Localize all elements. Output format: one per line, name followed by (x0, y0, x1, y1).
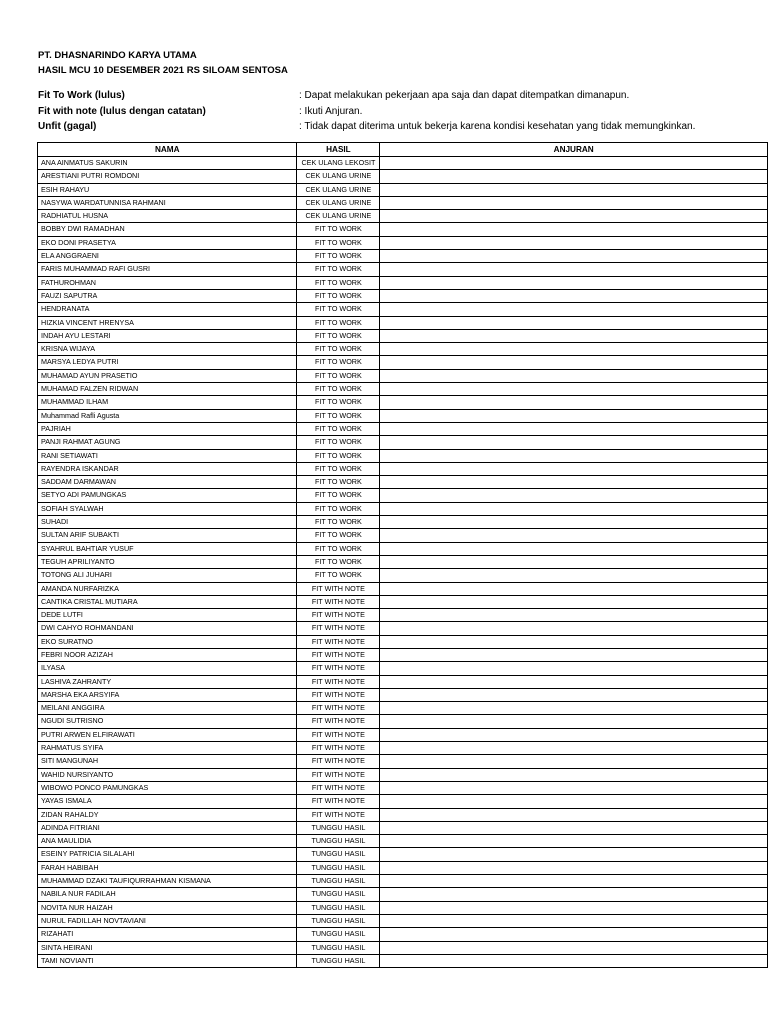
anjuran-cell (380, 888, 768, 901)
anjuran-cell (380, 835, 768, 848)
table-row (38, 489, 768, 502)
anjuran-cell (380, 928, 768, 941)
table-row (38, 569, 768, 582)
hasil-cell: TUNGGU HASIL (297, 861, 380, 874)
hasil-cell: FIT WITH NOTE (297, 808, 380, 821)
table-row (38, 409, 768, 422)
anjuran-cell (380, 742, 768, 755)
anjuran-cell (380, 675, 768, 688)
anjuran-cell (380, 263, 768, 276)
hasil-cell: FIT TO WORK (297, 356, 380, 369)
hasil-cell: FIT WITH NOTE (297, 742, 380, 755)
anjuran-cell (380, 954, 768, 967)
table-row (38, 263, 768, 276)
anjuran-cell (380, 383, 768, 396)
anjuran-cell (380, 702, 768, 715)
table-row (38, 436, 768, 449)
table-row (38, 702, 768, 715)
table-row (38, 861, 768, 874)
table-row (38, 396, 768, 409)
nama-cell: EKO SURATNO (38, 635, 297, 648)
anjuran-cell (380, 595, 768, 608)
table-row (38, 196, 768, 209)
hasil-cell: FIT TO WORK (297, 343, 380, 356)
table-row (38, 941, 768, 954)
hasil-cell: FIT TO WORK (297, 329, 380, 342)
nama-cell: YAYAS ISMALA (38, 795, 297, 808)
hasil-cell: TUNGGU HASIL (297, 875, 380, 888)
nama-cell: CANTIKA CRISTAL MUTIARA (38, 595, 297, 608)
table-row (38, 343, 768, 356)
document-subtitle: HASIL MCU 10 DESEMBER 2021 RS SILOAM SENTOSA (38, 65, 288, 76)
table-row (38, 582, 768, 595)
hasil-cell: FIT WITH NOTE (297, 702, 380, 715)
table-row (38, 662, 768, 675)
table-row (38, 329, 768, 342)
hasil-cell: FIT WITH NOTE (297, 662, 380, 675)
nama-cell: NABILA NUR FADILAH (38, 888, 297, 901)
table-row (38, 356, 768, 369)
table-row (38, 316, 768, 329)
table-row (38, 555, 768, 568)
hasil-cell: TUNGGU HASIL (297, 821, 380, 834)
nama-cell: ADINDA FITRIANI (38, 821, 297, 834)
nama-cell: FATHUROHMAN (38, 276, 297, 289)
nama-cell: SYAHRUL BAHTIAR YUSUF (38, 542, 297, 555)
table-row (38, 888, 768, 901)
hasil-cell: CEK ULANG URINE (297, 183, 380, 196)
anjuran-cell (380, 821, 768, 834)
anjuran-cell (380, 648, 768, 661)
hasil-cell: TUNGGU HASIL (297, 848, 380, 861)
anjuran-cell (380, 316, 768, 329)
anjuran-cell (380, 662, 768, 675)
anjuran-cell (380, 555, 768, 568)
hasil-cell: CEK ULANG URINE (297, 210, 380, 223)
nama-cell: FEBRI NOOR AZIZAH (38, 648, 297, 661)
nama-cell: Muhammad Rafli Agusta (38, 409, 297, 422)
anjuran-cell (380, 223, 768, 236)
table-row (38, 755, 768, 768)
column-header-anjuran: ANJURAN (380, 143, 768, 157)
legend-row (38, 104, 738, 120)
anjuran-cell (380, 170, 768, 183)
hasil-cell: FIT TO WORK (297, 555, 380, 568)
table-row (38, 635, 768, 648)
nama-cell: RANI SETIAWATI (38, 449, 297, 462)
anjuran-cell (380, 529, 768, 542)
nama-cell: PANJI RAHMAT AGUNG (38, 436, 297, 449)
table-header-row (38, 143, 768, 157)
nama-cell: HENDRANATA (38, 303, 297, 316)
hasil-cell: FIT WITH NOTE (297, 688, 380, 701)
hasil-cell: TUNGGU HASIL (297, 928, 380, 941)
anjuran-cell (380, 343, 768, 356)
nama-cell: ARESTIANI PUTRI ROMDONI (38, 170, 297, 183)
hasil-cell: FIT TO WORK (297, 263, 380, 276)
table-row (38, 728, 768, 741)
table-body (38, 157, 768, 968)
table-row (38, 648, 768, 661)
hasil-cell: FIT TO WORK (297, 449, 380, 462)
hasil-cell: CEK ULANG URINE (297, 196, 380, 209)
hasil-cell: CEK ULANG LEKOSIT (297, 157, 380, 170)
table-row (38, 383, 768, 396)
anjuran-cell (380, 848, 768, 861)
anjuran-cell (380, 755, 768, 768)
nama-cell: NOVITA NUR HAIZAH (38, 901, 297, 914)
hasil-cell: FIT TO WORK (297, 436, 380, 449)
anjuran-cell (380, 901, 768, 914)
table-row (38, 236, 768, 249)
anjuran-cell (380, 516, 768, 529)
table-row (38, 768, 768, 781)
nama-cell: ANA AINMATUS SAKURIN (38, 157, 297, 170)
nama-cell: DWI CAHYO ROHMANDANI (38, 622, 297, 635)
hasil-cell: FIT TO WORK (297, 289, 380, 302)
nama-cell: MARSYA LEDYA PUTRI (38, 356, 297, 369)
table-row (38, 276, 768, 289)
hasil-cell: TUNGGU HASIL (297, 888, 380, 901)
hasil-cell: FIT WITH NOTE (297, 755, 380, 768)
hasil-cell: TUNGGU HASIL (297, 901, 380, 914)
column-header-nama: NAMA (38, 143, 297, 157)
nama-cell: NGUDI SUTRISNO (38, 715, 297, 728)
anjuran-cell (380, 289, 768, 302)
nama-cell: ILYASA (38, 662, 297, 675)
anjuran-cell (380, 422, 768, 435)
nama-cell: SADDAM DARMAWAN (38, 476, 297, 489)
nama-cell: RAYENDRA ISKANDAR (38, 462, 297, 475)
anjuran-cell (380, 183, 768, 196)
table-row (38, 914, 768, 927)
hasil-cell: FIT WITH NOTE (297, 781, 380, 794)
anjuran-cell (380, 861, 768, 874)
table-row (38, 688, 768, 701)
anjuran-cell (380, 941, 768, 954)
legend-description: : Ikuti Anjuran. (299, 105, 363, 117)
nama-cell: MUHAMMAD DZAKI TAUFIQURRAHMAN KISMANA (38, 875, 297, 888)
nama-cell: RAHMATUS SYIFA (38, 742, 297, 755)
legend-term: Fit To Work (lulus) (38, 90, 125, 101)
hasil-cell: CEK ULANG URINE (297, 170, 380, 183)
document-header (38, 48, 288, 78)
anjuran-cell (380, 715, 768, 728)
hasil-cell: FIT TO WORK (297, 383, 380, 396)
hasil-cell: TUNGGU HASIL (297, 835, 380, 848)
table-row (38, 462, 768, 475)
anjuran-cell (380, 210, 768, 223)
table-row (38, 848, 768, 861)
hasil-cell: TUNGGU HASIL (297, 941, 380, 954)
table-row (38, 875, 768, 888)
anjuran-cell (380, 329, 768, 342)
hasil-cell: FIT WITH NOTE (297, 728, 380, 741)
anjuran-cell (380, 688, 768, 701)
anjuran-cell (380, 276, 768, 289)
anjuran-cell (380, 914, 768, 927)
table-row (38, 542, 768, 555)
nama-cell: WAHID NURSIYANTO (38, 768, 297, 781)
hasil-cell: FIT WITH NOTE (297, 635, 380, 648)
nama-cell: NURUL FADILLAH NOVTAVIANI (38, 914, 297, 927)
table-row (38, 609, 768, 622)
nama-cell: MUHAMMAD ILHAM (38, 396, 297, 409)
nama-cell: MEILANI ANGGIRA (38, 702, 297, 715)
anjuran-cell (380, 569, 768, 582)
hasil-cell: FIT WITH NOTE (297, 622, 380, 635)
hasil-cell: FIT WITH NOTE (297, 768, 380, 781)
hasil-cell: FIT TO WORK (297, 569, 380, 582)
table-row (38, 595, 768, 608)
hasil-cell: FIT TO WORK (297, 250, 380, 263)
hasil-cell: FIT TO WORK (297, 489, 380, 502)
nama-cell: PAJRIAH (38, 422, 297, 435)
anjuran-cell (380, 303, 768, 316)
nama-cell: SETYO ADI PAMUNGKAS (38, 489, 297, 502)
hasil-cell: FIT TO WORK (297, 369, 380, 382)
anjuran-cell (380, 542, 768, 555)
nama-cell: KRISNA WIJAYA (38, 343, 297, 356)
hasil-cell: FIT TO WORK (297, 276, 380, 289)
hasil-cell: FIT TO WORK (297, 223, 380, 236)
table-row (38, 369, 768, 382)
table-row (38, 715, 768, 728)
legend-term: Fit with note (lulus dengan catatan) (38, 105, 206, 117)
hasil-cell: FIT TO WORK (297, 529, 380, 542)
table-row (38, 516, 768, 529)
nama-cell: MUHAMAD AYUN PRASETIO (38, 369, 297, 382)
column-header-hasil: HASIL (297, 143, 380, 157)
anjuran-cell (380, 808, 768, 821)
hasil-cell: FIT WITH NOTE (297, 715, 380, 728)
nama-cell: SUHADI (38, 516, 297, 529)
table-row (38, 954, 768, 967)
nama-cell: TEGUH APRILIYANTO (38, 555, 297, 568)
anjuran-cell (380, 449, 768, 462)
table-row (38, 742, 768, 755)
anjuran-cell (380, 196, 768, 209)
hasil-cell: TUNGGU HASIL (297, 954, 380, 967)
company-name: PT. DHASNARINDO KARYA UTAMA (38, 50, 197, 61)
table-row (38, 170, 768, 183)
hasil-cell: FIT WITH NOTE (297, 609, 380, 622)
hasil-cell: FIT TO WORK (297, 236, 380, 249)
hasil-cell: FIT TO WORK (297, 303, 380, 316)
anjuran-cell (380, 728, 768, 741)
table-row (38, 157, 768, 170)
nama-cell: FARAH HABIBAH (38, 861, 297, 874)
nama-cell: MUHAMAD FALZEN RIDWAN (38, 383, 297, 396)
table-row (38, 821, 768, 834)
anjuran-cell (380, 462, 768, 475)
nama-cell: EKO DONI PRASETYA (38, 236, 297, 249)
nama-cell: DEDE LUTFI (38, 609, 297, 622)
nama-cell: HIZKIA VINCENT HRENYSA (38, 316, 297, 329)
legend-row (38, 119, 738, 135)
table-row (38, 289, 768, 302)
table-row (38, 901, 768, 914)
nama-cell: NASYWA WARDATUNNISA RAHMANI (38, 196, 297, 209)
hasil-cell: FIT TO WORK (297, 396, 380, 409)
anjuran-cell (380, 489, 768, 502)
hasil-cell: FIT WITH NOTE (297, 582, 380, 595)
nama-cell: ESEINY PATRICIA SILALAHI (38, 848, 297, 861)
anjuran-cell (380, 502, 768, 515)
anjuran-cell (380, 476, 768, 489)
legend-description: : Tidak dapat diterima untuk bekerja karena kondisi kesehatan yang tidak memungkinkan. (299, 121, 696, 132)
anjuran-cell (380, 635, 768, 648)
table-row (38, 183, 768, 196)
anjuran-cell (380, 250, 768, 263)
hasil-cell: FIT TO WORK (297, 462, 380, 475)
hasil-cell: FIT WITH NOTE (297, 648, 380, 661)
hasil-cell: FIT TO WORK (297, 422, 380, 435)
nama-cell: MARSHA EKA ARSYIFA (38, 688, 297, 701)
hasil-cell: FIT TO WORK (297, 316, 380, 329)
hasil-cell: FIT TO WORK (297, 516, 380, 529)
table-row (38, 529, 768, 542)
anjuran-cell (380, 157, 768, 170)
table-row (38, 622, 768, 635)
anjuran-cell (380, 768, 768, 781)
anjuran-cell (380, 356, 768, 369)
anjuran-cell (380, 396, 768, 409)
anjuran-cell (380, 369, 768, 382)
nama-cell: SITI MANGUNAH (38, 755, 297, 768)
anjuran-cell (380, 409, 768, 422)
table-row (38, 449, 768, 462)
status-legend (38, 88, 738, 135)
table-row (38, 795, 768, 808)
nama-cell: INDAH AYU LESTARI (38, 329, 297, 342)
legend-row (38, 88, 738, 104)
nama-cell: ANA MAULIDIA (38, 835, 297, 848)
table-row (38, 210, 768, 223)
table-row (38, 223, 768, 236)
hasil-cell: FIT WITH NOTE (297, 795, 380, 808)
nama-cell: WIBOWO PONCO PAMUNGKAS (38, 781, 297, 794)
table-row (38, 835, 768, 848)
anjuran-cell (380, 795, 768, 808)
anjuran-cell (380, 781, 768, 794)
hasil-cell: FIT WITH NOTE (297, 595, 380, 608)
hasil-cell: FIT TO WORK (297, 502, 380, 515)
nama-cell: FARIS MUHAMMAD RAFI GUSRI (38, 263, 297, 276)
table-row (38, 928, 768, 941)
table-row (38, 250, 768, 263)
hasil-cell: FIT TO WORK (297, 409, 380, 422)
hasil-cell: FIT TO WORK (297, 542, 380, 555)
table-row (38, 781, 768, 794)
mcu-results-table (37, 142, 768, 968)
table-row (38, 675, 768, 688)
nama-cell: RIZAHATI (38, 928, 297, 941)
table-row (38, 502, 768, 515)
nama-cell: ZIDAN RAHALDY (38, 808, 297, 821)
nama-cell: SULTAN ARIF SUBAKTI (38, 529, 297, 542)
anjuran-cell (380, 875, 768, 888)
nama-cell: BOBBY DWI RAMADHAN (38, 223, 297, 236)
hasil-cell: TUNGGU HASIL (297, 914, 380, 927)
nama-cell: ESIH RAHAYU (38, 183, 297, 196)
table-row (38, 476, 768, 489)
nama-cell: FAUZI SAPUTRA (38, 289, 297, 302)
anjuran-cell (380, 236, 768, 249)
table-row (38, 303, 768, 316)
nama-cell: SOFIAH SYALWAH (38, 502, 297, 515)
legend-term: Unfit (gagal) (38, 121, 97, 132)
nama-cell: TOTONG ALI JUHARI (38, 569, 297, 582)
hasil-cell: FIT WITH NOTE (297, 675, 380, 688)
table-row (38, 808, 768, 821)
legend-description: : Dapat melakukan pekerjaan apa saja dan dapat ditempatkan dimanapun. (299, 90, 630, 101)
nama-cell: PUTRI ARWEN ELFIRAWATI (38, 728, 297, 741)
nama-cell: AMANDA NURFARIZKA (38, 582, 297, 595)
anjuran-cell (380, 622, 768, 635)
anjuran-cell (380, 436, 768, 449)
hasil-cell: FIT TO WORK (297, 476, 380, 489)
nama-cell: ELA ANGGRAENI (38, 250, 297, 263)
nama-cell: SINTA HEIRANI (38, 941, 297, 954)
nama-cell: RADHIATUL HUSNA (38, 210, 297, 223)
table-row (38, 422, 768, 435)
anjuran-cell (380, 582, 768, 595)
nama-cell: TAMI NOVIANTI (38, 954, 297, 967)
anjuran-cell (380, 609, 768, 622)
nama-cell: LASHIVA ZAHRANTY (38, 675, 297, 688)
